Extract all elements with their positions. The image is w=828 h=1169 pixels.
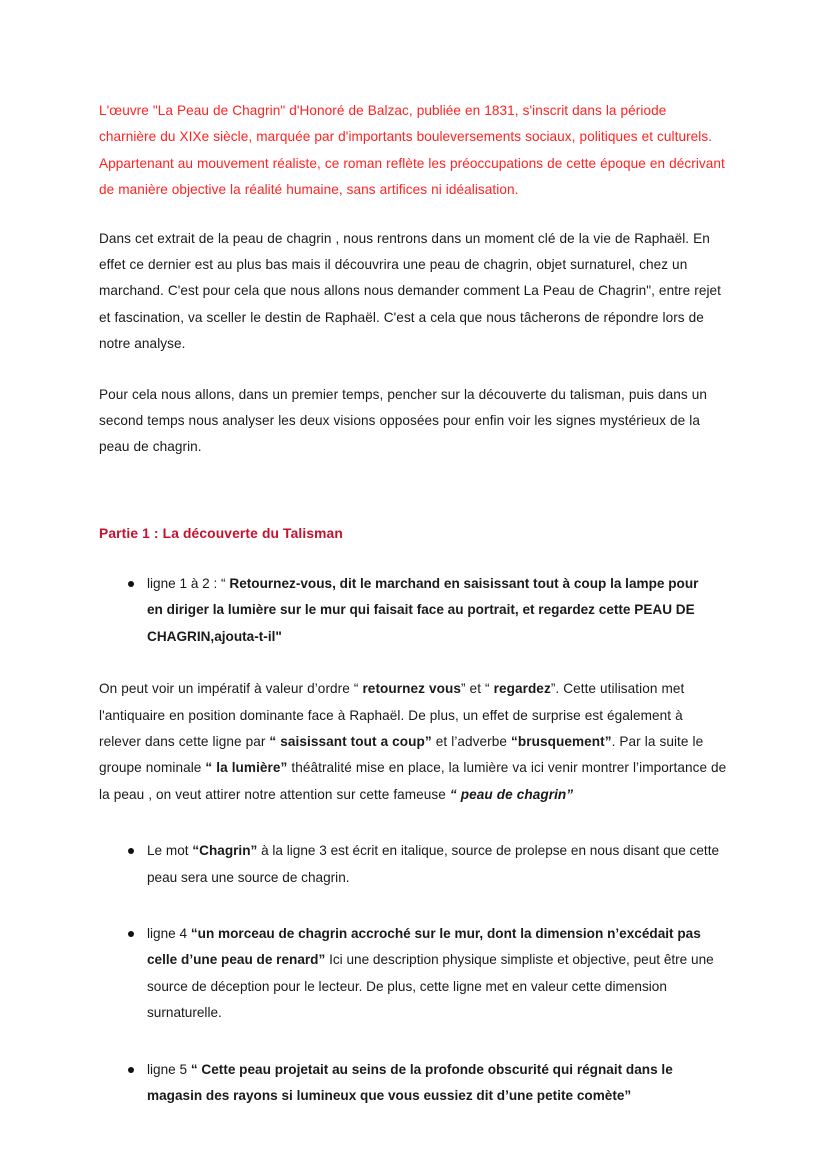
bullet-3-text	[147, 921, 727, 1027]
analysis-seg-5: ”. Cette utilisation met l'antiquaire en position dominante face à Raphaël. De plus, un effet de surprise est également à relever dans cette ligne par	[99, 681, 685, 749]
analysis-seg-2: retournez vous	[362, 681, 461, 697]
list-item	[99, 1057, 723, 1110]
bullet-2-text	[147, 838, 725, 891]
analysis-seg-8: “brusquement”	[511, 733, 612, 749]
bullet-3-seg-2: “un morceau de chagrin accroché sur le mur, dont la dimension n’excédait pas celle d’une peau de renard”	[147, 925, 701, 968]
bullet-spacer	[99, 1027, 723, 1057]
bullet-dot-icon	[128, 931, 134, 937]
section-spacer	[99, 461, 723, 523]
bullet-spacer	[99, 650, 723, 676]
bullet-dot-icon	[128, 1067, 134, 1073]
bullet-1-lead: ligne 1 à 2 : “	[147, 575, 230, 591]
bullet-spacer	[99, 808, 723, 838]
heading-spacer	[99, 545, 723, 571]
document-body	[99, 98, 727, 1109]
paragraph-3: Pour cela nous allons, dans un premier temps, pencher sur la découverte du talisman, puis dans un second temps nous analyser les deux visions opposées pour enfin voir les signes mystérieux de la peau de chagrin.	[99, 386, 707, 455]
analysis-seg-6: “ saisissant tout a coup”	[269, 733, 432, 749]
analysis-seg-1: On peut voir un impératif à valeur d’ordre “	[99, 681, 363, 697]
bullet-3-seg-3: Ici une description physique simpliste et objective, peut être une source de déception pour le lecteur. De plus, cette ligne met en valeur cette dimension surnaturelle.	[147, 952, 714, 1021]
paragraph-spacer	[99, 358, 723, 382]
analysis-seg-7: et l’adverbe	[431, 733, 511, 749]
analysis-seg-12: “ peau de chagrin”	[449, 786, 574, 802]
bullet-3-seg-1: ligne 4	[147, 925, 191, 941]
list-item	[99, 921, 723, 1027]
analysis-paragraph	[99, 676, 727, 808]
bullet-list-3	[99, 921, 723, 1027]
paragraph-2: Dans cet extrait de la peau de chagrin , nous rentrons dans un moment clé de la vie de Raphaël. En effet ce dernier est au plus bas mais il découvrira une peau de chagrin, objet surnaturel, chez un marchand. C'est pour cela que nous allons nous demander comment La Peau de Chagrin", entre rejet et fascination, va sceller le destin de Raphaël. C'est a cela que nous tâcherons de répondre lors de notre analyse.	[99, 230, 722, 352]
bullet-spacer	[99, 891, 723, 921]
bullet-4-seg-2: “ Cette peau projetait au seins de la profonde obscurité qui régnait dans le magasin des rayons si lumineux que vous eussiez dit d’une petite comète”	[147, 1061, 673, 1103]
bullet-4-text	[147, 1057, 731, 1110]
bullet-1-quote: Retournez-vous, dit le marchand en saisissant tout à coup la lampe pour en diriger la lumière sur le mur qui faisait face au portrait, et regardez cette PEAU DE CHAGRIN,ajouta-t-il"	[147, 575, 699, 644]
bullet-1-text	[147, 571, 707, 650]
bullet-2-seg-3: à la ligne 3 est écrit en italique, source de prolepse en nous disant que cette peau sera une source de chagrin.	[147, 843, 720, 885]
analysis-seg-9: . Par la suite le groupe nominale	[99, 733, 704, 776]
bullet-4-seg-1: ligne 5	[147, 1061, 191, 1077]
section-heading-partie-1: Partie 1 : La découverte du Talisman	[99, 525, 343, 541]
bullet-2-seg-2: “Chagrin”	[192, 843, 258, 859]
list-item	[99, 571, 723, 650]
analysis-seg-4: regardez	[493, 681, 551, 697]
analysis-seg-11: théâtralité mise en place, la lumière va ici venir montrer l’importance de la peau , on veut attirer notre attention sur cette fameuse	[99, 760, 727, 802]
analysis-seg-10: “ la lumière”	[205, 760, 288, 776]
bullet-2-seg-1: Le mot	[147, 843, 193, 859]
analysis-seg-3: ” et “	[460, 681, 494, 697]
bullet-dot-icon	[128, 848, 134, 854]
list-item	[99, 838, 723, 891]
intro-paragraph: L'œuvre "La Peau de Chagrin" d'Honoré de Balzac, publiée en 1831, s'inscrit dans la période charnière du XIXe siècle, marquée par d'importants bouleversements sociaux, politiques et culturels. Appartenant au mouvement réaliste, ce roman reflète les préoccupations de cette époque en décrivant de manière objective la réalité humaine, sans artifices ni idéalisation.	[99, 103, 725, 198]
bullet-list-partie-1	[99, 571, 723, 650]
bullet-list-4	[99, 1057, 723, 1110]
paragraph-spacer	[99, 204, 723, 226]
bullet-dot-icon	[128, 581, 134, 587]
bullet-list-2	[99, 838, 723, 891]
